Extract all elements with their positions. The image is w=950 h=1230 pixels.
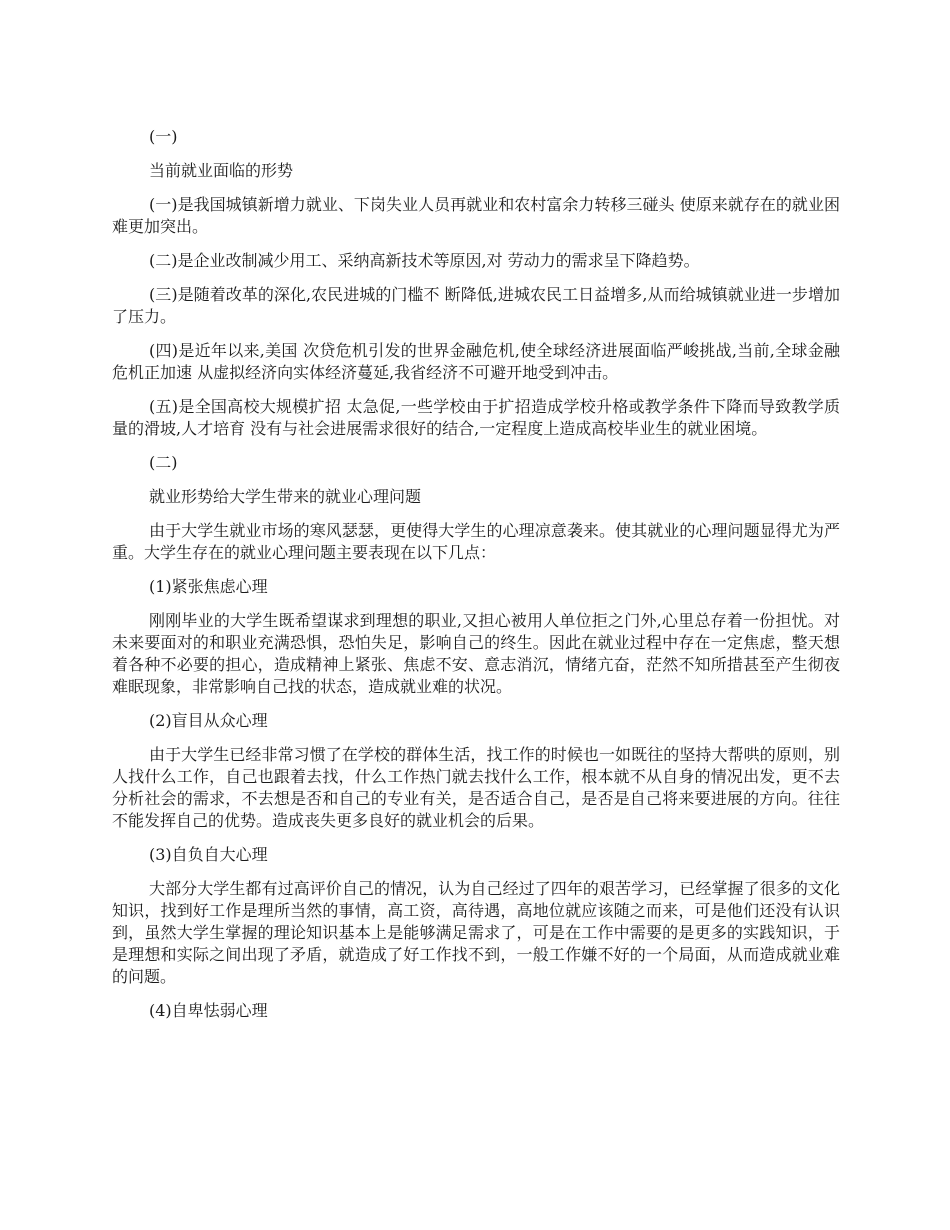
document-page — [112, 126, 840, 1034]
subsection-heading: (4)自卑怯弱心理 — [149, 1001, 268, 1020]
section-title: 当前就业面临的形势 — [149, 161, 294, 180]
body-paragraph: 由于大学生就业市场的寒风瑟瑟，更使得大学生的心理凉意袭来。使其就业的心理问题显得尤为严重。大学生存在的就业心理问题主要表现在以下几点： — [112, 521, 840, 562]
subsection-heading: (3)自负自大心理 — [149, 845, 268, 864]
section-number: (一) — [149, 127, 178, 146]
body-paragraph: (一)是我国城镇新增力就业、下岗失业人员再就业和农村富余力转移三碰头 使原来就存在的就业困难更加突出。 — [112, 195, 840, 236]
body-paragraph: (五)是全国高校大规模扩招 太急促,一些学校由于扩招造成学校升格或教学条件下降而导致教学质量的滑坡,人才培育 没有与社会进展需求很好的结合,一定程度上造成高校毕业生的就业困境。 — [112, 397, 840, 438]
body-paragraph: (四)是近年以来,美国 次贷危机引发的世界金融危机,使全球经济进展面临严峻挑战,当前,全球金融危机正加速 从虚拟经济向实体经济蔓延,我省经济不可避开地受到冲击。 — [112, 341, 840, 382]
subsection-heading: (2)盲目从众心理 — [149, 711, 268, 730]
body-paragraph: (三)是随着改革的深化,农民进城的门槛不 断降低,进城农民工日益增多,从而给城镇就业进一步增加了压力。 — [112, 285, 840, 326]
body-paragraph: 由于大学生已经非常习惯了在学校的群体生活，找工作的时候也一如既往的坚持大帮哄的原则，别人找什么工作，自己也跟着去找，什么工作热门就去找什么工作，根本就不从自身的情况出发，更不去分析社会的需求，不去想是否和自己的专业有关，是否适合自己，是否是自己将来要进展的方向。往往不能发挥自己的优势。造成丧失更多良好的就业机会的后果。 — [112, 745, 840, 830]
subsection-heading: (1)紧张焦虑心理 — [149, 577, 268, 596]
section-number: (二) — [149, 453, 178, 472]
section-title: 就业形势给大学生带来的就业心理问题 — [149, 487, 422, 506]
body-paragraph: (二)是企业改制减少用工、采纳高新技术等原因,对 劳动力的需求呈下降趋势。 — [149, 251, 700, 270]
body-paragraph: 刚刚毕业的大学生既希望谋求到理想的职业,又担心被用人单位拒之门外,心里总存着一份担忧。对未来要面对的和职业充满恐惧，恐怕失足，影响自己的终生。因此在就业过程中存在一定焦虑，整天想着各种不必要的担心，造成精神上紧张、焦虑不安、意志消沉，情绪亢奋，茫然不知所措甚至产生彻夜难眠现象，非常影响自己找的状态，造成就业难的状况。 — [112, 611, 840, 696]
body-paragraph: 大部分大学生都有过高评价自己的情况，认为自己经过了四年的艰苦学习，已经掌握了很多的文化知识，找到好工作是理所当然的事情，高工资，高待遇，高地位就应该随之而来，可是他们还没有认识到，虽然大学生掌握的理论知识基本上是能够满足需求了，可是在工作中需要的是更多的实践知识，于是理想和实际之间出现了矛盾，就造成了好工作找不到，一般工作嫌不好的一个局面，从而造成就业难的问题。 — [112, 879, 840, 986]
